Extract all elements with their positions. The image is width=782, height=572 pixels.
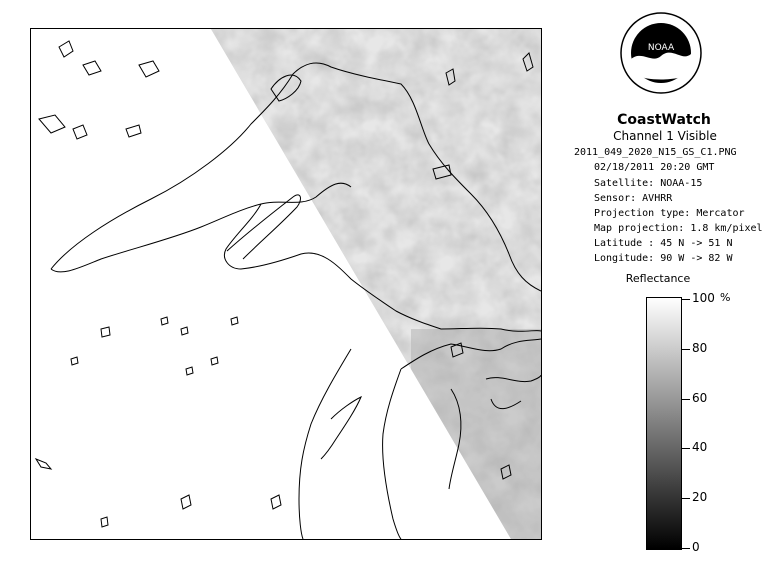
- datetime-text: 02/18/2011 20:20 GMT: [594, 162, 715, 173]
- map-projection-text: Map projection: 1.8 km/pixel: [594, 223, 763, 234]
- filename-text: 2011_049_2020_N15_GS_C1.PNG: [574, 147, 737, 158]
- longitude-text: Longitude: 90 W -> 82 W: [594, 253, 733, 264]
- colorbar-tick-label: 40: [692, 440, 708, 455]
- colorbar-tick-label: 0: [692, 540, 700, 554]
- colorbar-tick: [682, 498, 690, 499]
- colorbar-unit: %: [720, 291, 731, 304]
- colorbar-tick: [682, 448, 690, 449]
- satellite-image-panel: [30, 28, 542, 540]
- colorbar-tick-label: 80: [692, 340, 708, 355]
- colorbar-tick-label: 20: [692, 490, 708, 505]
- colorbar-tick: [682, 299, 690, 300]
- colorbar-tick-label: 60: [692, 390, 708, 405]
- colorbar-tick: [682, 399, 690, 400]
- satellite-swath: [31, 29, 541, 539]
- channel-title: Channel 1 Visible: [613, 129, 717, 143]
- noaa-logo: [620, 12, 702, 94]
- colorbar-tick-label: 100: [692, 291, 715, 305]
- colorbar-tick: [682, 548, 690, 549]
- projection-type-text: Projection type: Mercator: [594, 208, 745, 219]
- reflectance-colorbar: [646, 297, 682, 550]
- logo-label: NOAA: [647, 43, 675, 53]
- map-svg: [31, 29, 541, 539]
- colorbar-tick: [682, 349, 690, 350]
- colorbar-title: Reflectance: [625, 272, 691, 285]
- satellite-text: Satellite: NOAA-15: [594, 178, 703, 189]
- brand-title: CoastWatch: [617, 112, 711, 128]
- sensor-text: Sensor: AVHRR: [594, 193, 673, 204]
- latitude-text: Latitude : 45 N -> 51 N: [594, 238, 733, 249]
